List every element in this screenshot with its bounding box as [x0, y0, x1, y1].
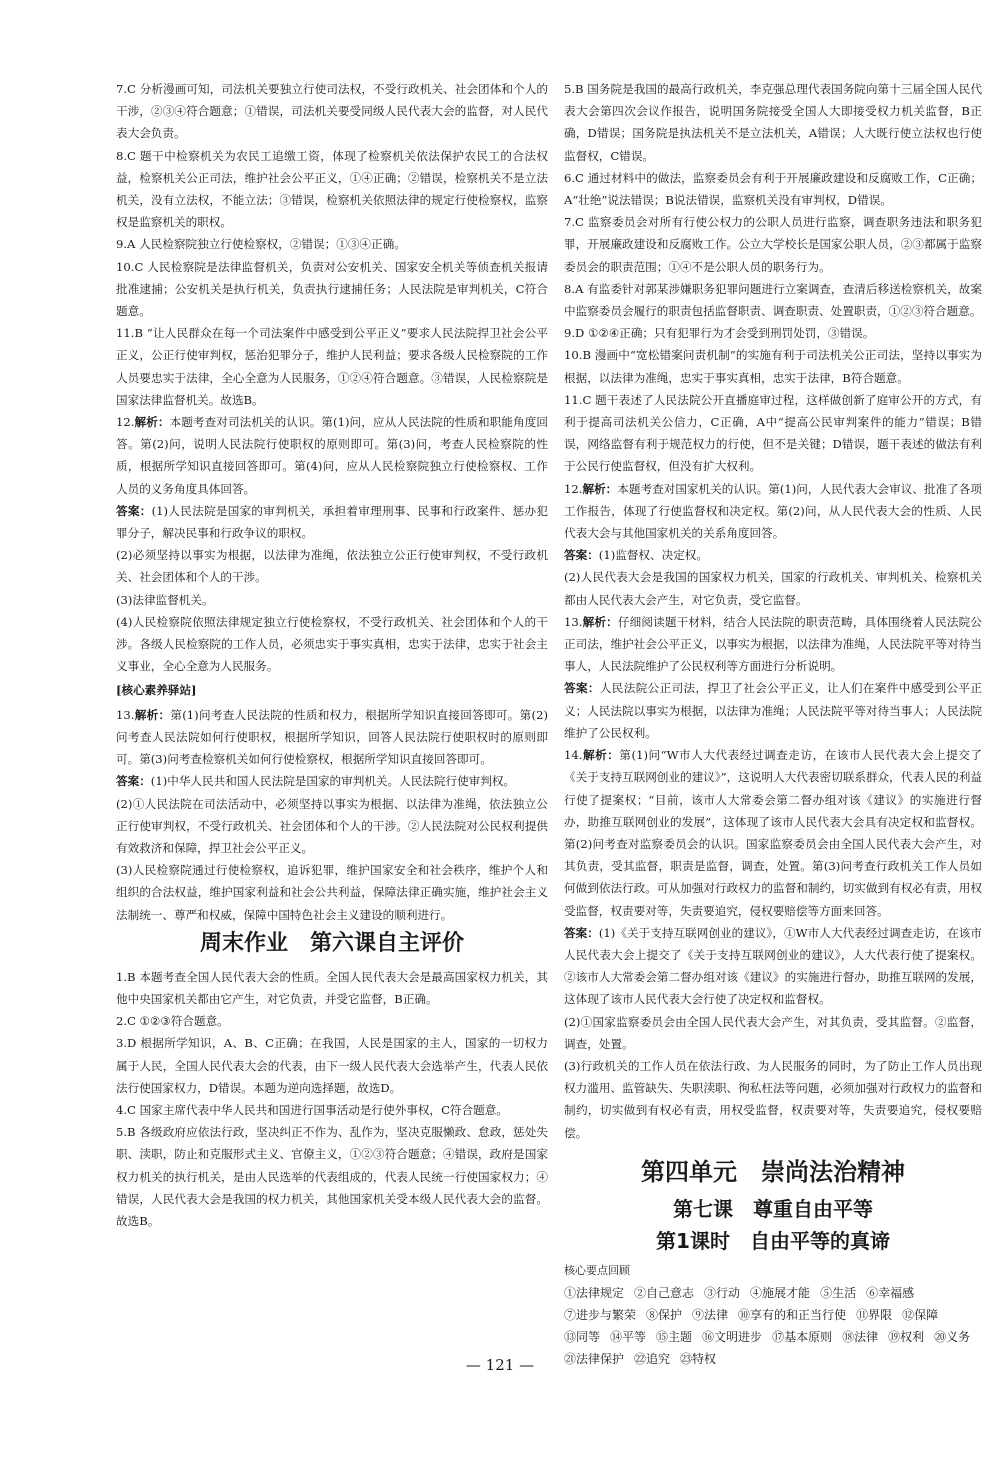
- answer-item: 6.C 通过材料中的做法，监察委员会有利于开展廉政建设和反腐败工作，C正确；A“壮绝”说法错误；B说法错误，监察机关没有审判权，D错误。: [564, 170, 983, 208]
- key-point: ⑬同等: [564, 1329, 601, 1344]
- right-column: [564, 78, 982, 1370]
- answer-line: (4)人民检察院依照法律规定独立行使检察权，不受行政机关、社会团体和个人的干涉。各级人民检察院的工作人员，必须忠实于事实真相，忠实于法律，忠实于社会主义事业，全心全意为人民服务。: [116, 614, 548, 674]
- key-point: ㉑法律保护: [564, 1351, 625, 1366]
- key-point: ⑩享有的和正当行使: [738, 1307, 847, 1322]
- key-points-title: 核心要点回顾: [564, 1263, 630, 1277]
- key-point: ⑰基本原则: [772, 1329, 833, 1344]
- answer-item: 7.C 监察委员会对所有行使公权力的公职人员进行监察，调查职务违法和职务犯罪，开展廉政建设和反腐败工作。公立大学校长是国家公职人员，②③都属于监察委员会的职责范围；①④不是公职人员的职务行为。: [564, 215, 982, 274]
- answer-item: 5.B 国务院是我国的最高行政机关，李克强总理代表国务院向第十三届全国人民代表大会第四次会议作报告，说明国务院接受全国人大即接受权力机关监督，B正确，D错误；国务院是执法机关不是立法机关，A错误；人大既行使立法权也行使监督权，C错误。: [564, 82, 982, 163]
- answer-item: 8.C 题干中检察机关为农民工追缴工资，体现了检察机关依法保护农民工的合法权益，检察机关公正司法，维护社会公平正义，①④正确；②错误，检察机关不是立法机关，没有立法权，不能立法；③错误，检察机关依照法律的规定行使检察权，监察权是监察机关的职权。: [116, 148, 548, 230]
- key-point: ⑨法律: [692, 1307, 729, 1322]
- key-point: ⑦进步与繁荣: [564, 1307, 637, 1322]
- analysis-item: 13.解析：第(1)问考查人民法院的性质和权力，根据所学知识直接回答即可。第(2)问考查人民法院如何行使职权，根据所学知识，回答人民法院行使职权时的原则即可。第(3)问考查检察机关如何行使检察权，根据所学知识直接回答即可。: [116, 707, 548, 767]
- key-point: ⑤生活: [820, 1285, 857, 1300]
- key-point: ㉓特权: [680, 1351, 717, 1366]
- answer-line: (3)行政机关的工作人员在依法行政、为人民服务的同时，为了防止工作人员出现权力滥用、监管缺失、失职渎职、徇私枉法等问题，必须加强对行政权力的监督和制约，切实做到有权必有责，用权受监督，权责要对等，失责要追究，侵权要赔偿。: [564, 1058, 982, 1140]
- answer-item: 9.A 人民检察院独立行使检察权，②错误；①③④正确。: [116, 237, 406, 252]
- answer-item: 11.C 题干表述了人民法院公开直播庭审过程，这样做创新了庭审公开的方式，有利于提高司法机关公信力，C正确，A中“提高公民审判案件的能力”错误；B错误，网络监督有利于规范权力的行使，但不是关键；D错误，题干表述的做法有利于公民行使监督权，但没有扩大权利。: [564, 392, 982, 474]
- answer-line: (2)①国家监察委员会由全国人民代表大会产生，对其负责，受其监督。②监督，调查，处置。: [564, 1014, 982, 1051]
- answer-line: 答案：(1)《关于支持互联网创业的建议》，①W市人大代表经过调查走访，在该市人民代表大会上提交了《关于支持互联网创业的建议》，人大代表行使了提案权。②该市人大常委会第二督办组对该《建议》的实施进行督办，助推互联网的发展，这体现了该市人民代表大会行使了决定权和监督权。: [564, 925, 982, 1007]
- answer-item: 10.B 漫画中“宽松错案问责机制”的实施有利于司法机关公正司法，坚持以事实为根据，以法律为准绳，忠实于事实真相，忠实于法律，B符合题意。: [564, 348, 983, 385]
- left-column: [116, 78, 548, 1232]
- key-point: ⑪界限: [856, 1307, 893, 1322]
- answer-item: 11.B “让人民群众在每一个司法案件中感受到公平正义”要求人民法院捍卫社会公平正义，公正行使审判权，惩治犯罪分子，维护人民利益；要求各级人民检察院的工作人员要忠实于法律，全心全意为人民服务，①②④符合题意。③错误，人民检察院是国家法律监督机关。故选B。: [116, 326, 549, 407]
- answer-item: 9.D ①②④正确；只有犯罪行为才会受到刑罚处罚，③错误。: [564, 326, 875, 341]
- key-point: ⑳义务: [934, 1329, 971, 1344]
- key-point: ㉒追究: [634, 1351, 671, 1366]
- unit-title: 第四单元 崇尚法治精神: [641, 1157, 905, 1186]
- answer-line: 答案：(1)中华人民共和国人民法院是国家的审判机关。人民法院行使审判权。: [116, 774, 516, 789]
- key-point: ⑭平等: [610, 1329, 647, 1344]
- key-point: ②自己意志: [634, 1285, 695, 1300]
- answer-line: 答案：(1)人民法院是国家的审判机关，承担着审理刑事、民事和行政案件、惩办犯罪分子，解决民事和行政争议的职权。: [116, 503, 548, 541]
- lesson-title: 第七课 尊重自由平等: [673, 1196, 873, 1221]
- weekly-heading: 周末作业 第六课自主评价: [199, 930, 464, 956]
- answer-item: 1.B 本题考查全国人民代表大会的性质。全国人民代表大会是最高国家权力机关，其他中央国家机关都由它产生，对它负责，并受它监督，B正确。: [116, 969, 548, 1006]
- key-point: ⑮主题: [656, 1329, 693, 1344]
- key-point: ⑱法律: [842, 1329, 879, 1344]
- answer-item: 8.A 有监委针对郭某涉嫌职务犯罪问题进行立案调查，查清后移送检察机关，故案中监察委员会履行的职责包括监督职责、调查职责、处置职责，①②③符合题意。: [564, 281, 982, 319]
- page-number: — 121 —: [465, 1356, 535, 1374]
- key-point: ⑯文明进步: [702, 1329, 763, 1344]
- answer-line: (2)人民代表大会是我国的国家权力机关，国家的行政机关、审判机关、检察机关都由人民代表大会产生，对它负责，受它监督。: [564, 570, 982, 607]
- analysis-item: 12.解析：本题考查对国家机关的认识。第(1)问，人民代表大会审议、批准了各项工作报告，体现了行使监督权和决定权。第(2)问，从人民代表大会的性质、人民代表大会与其他国家机关的关系角度回答。: [564, 481, 982, 541]
- answer-line: (3)法律监督机关。: [116, 592, 214, 607]
- period-title: 第1课时 自由平等的真谛: [656, 1228, 890, 1253]
- answer-line: (2)必须坚持以事实为根据，以法律为准绳，依法独立公正行使审判权，不受行政机关、社会团体和个人的干涉。: [116, 548, 548, 585]
- analysis-item: 12.解析：本题考查对司法机关的认识。第(1)问，应从人民法院的性质和职能角度回答。第(2)问，说明人民法院行使职权的原则即可。第(3)问，考查人民检察院的性质，根据所学知识直接回答即可。第(4)问，应从人民检察院独立行使检察权、工作人员的义务角度具体回答。: [116, 415, 548, 496]
- section-label: [核心素养驿站]: [116, 683, 197, 698]
- analysis-item: 14.解析：第(1)问“W市人大代表经过调查走访，在该市人民代表大会上提交了《关于支持互联网创业的建议》”，这说明人大代表密切联系群众，代表人民的利益行使了提案权；“目前，该市人大常委会第二督办组对该《建议》的实施进行督办，助推互联网创业的发展”，这体现了该市人民代表大会具有决定权和监督权。第(2)问考查对监察委员会的认识。国家监察委员会由全国人民代表大会产生，对其负责，受其监督，职责是监督，调查，处置。第(3)问考查行政机关工作人员如何做到依法行政。可从加强对行政权力的监督和制约，切实做到有权必有责，用权受监督，权责要对等，失责要追究，侵权要赔偿等方面来回答。: [564, 748, 982, 918]
- answer-item: 3.D 根据所学知识，A、B、C正确；在我国，人民是国家的主人，国家的一切权力属于人民，全国人民代表大会的代表，由下一级人民代表大会选举产生，代表人民依法行使国家权力，D错误。本题为逆向选择题，故选D。: [116, 1036, 548, 1095]
- key-point: ⑥幸福感: [866, 1285, 915, 1300]
- key-point: ①法律规定: [564, 1285, 625, 1300]
- answer-line: (2)①人民法院在司法活动中，必须坚持以事实为根据、以法律为准绳，依法独立公正行使审判权，不受行政机关、社会团体和个人的干涉。②人民法院对公民权利提供有效救济和保障，捍卫社会公平正义。: [116, 796, 548, 855]
- key-point: ⑫保障: [902, 1307, 939, 1322]
- answer-item: 4.C 国家主席代表中华人民共和国进行国事活动是行使外事权，C符合题意。: [116, 1102, 508, 1117]
- key-point: ④施展才能: [750, 1285, 811, 1300]
- answer-item: 2.C ①②③符合题意。: [116, 1014, 229, 1029]
- answer-line: (3)人民检察院通过行使检察权，追诉犯罪，维护国家安全和社会秩序，维护个人和组织的合法权益，维护国家利益和社会公共利益，保障法律正确实施，维护社会主义法制统一、尊严和权威，保障中国特色社会主义建设的顺利进行。: [116, 863, 548, 922]
- answer-line: 答案：(1)监督权、决定权。: [564, 548, 708, 563]
- analysis-item: 13.解析：仔细阅读题干材料，结合人民法院的职责范畴，具体围绕着人民法院公正司法，维护社会公平正义，以事实为根据，以法律为准绳，人民法院平等对待当事人，人民法院维护了公民权利等方面进行分析说明。: [564, 614, 982, 674]
- answer-item: 10.C 人民检察院是法律监督机关，负责对公安机关、国家安全机关等侦查机关报请批准逮捕；公安机关是执行机关，负责执行逮捕任务；人民法院是审判机关，C符合题意。: [116, 259, 548, 319]
- answer-item: 7.C 分析漫画可知，司法机关要独立行使司法权，不受行政机关、社会团体和个人的干涉，②③④符合题意；①错误，司法机关要受同级人民代表大会的监督，对人民代表大会负责。: [116, 82, 548, 141]
- key-point: ③行动: [704, 1285, 741, 1300]
- key-point: ⑧保护: [646, 1307, 683, 1322]
- answer-line: 答案：人民法院公正司法，捍卫了社会公平正义，让人们在案件中感受到公平正义；人民法院以事实为根据，以法律为准绳；人民法院平等对待当事人；人民法院维护了公民权利。: [564, 681, 982, 740]
- answer-item: 5.B 各级政府应依法行政，坚决纠正不作为、乱作为，坚决克服懒政、怠政，惩处失职、渎职，防止和克服形式主义、官僚主义，①②③符合题意；④错误，政府是国家权力机关的执行机关，是由人民选举的代表组成的，代表人民统一行使国家权力；④错误，人民代表大会是我国的权力机关，其他国家机关受本级人民代表大会的监督。故选B。: [116, 1125, 548, 1228]
- key-point: ⑲权利: [888, 1329, 925, 1344]
